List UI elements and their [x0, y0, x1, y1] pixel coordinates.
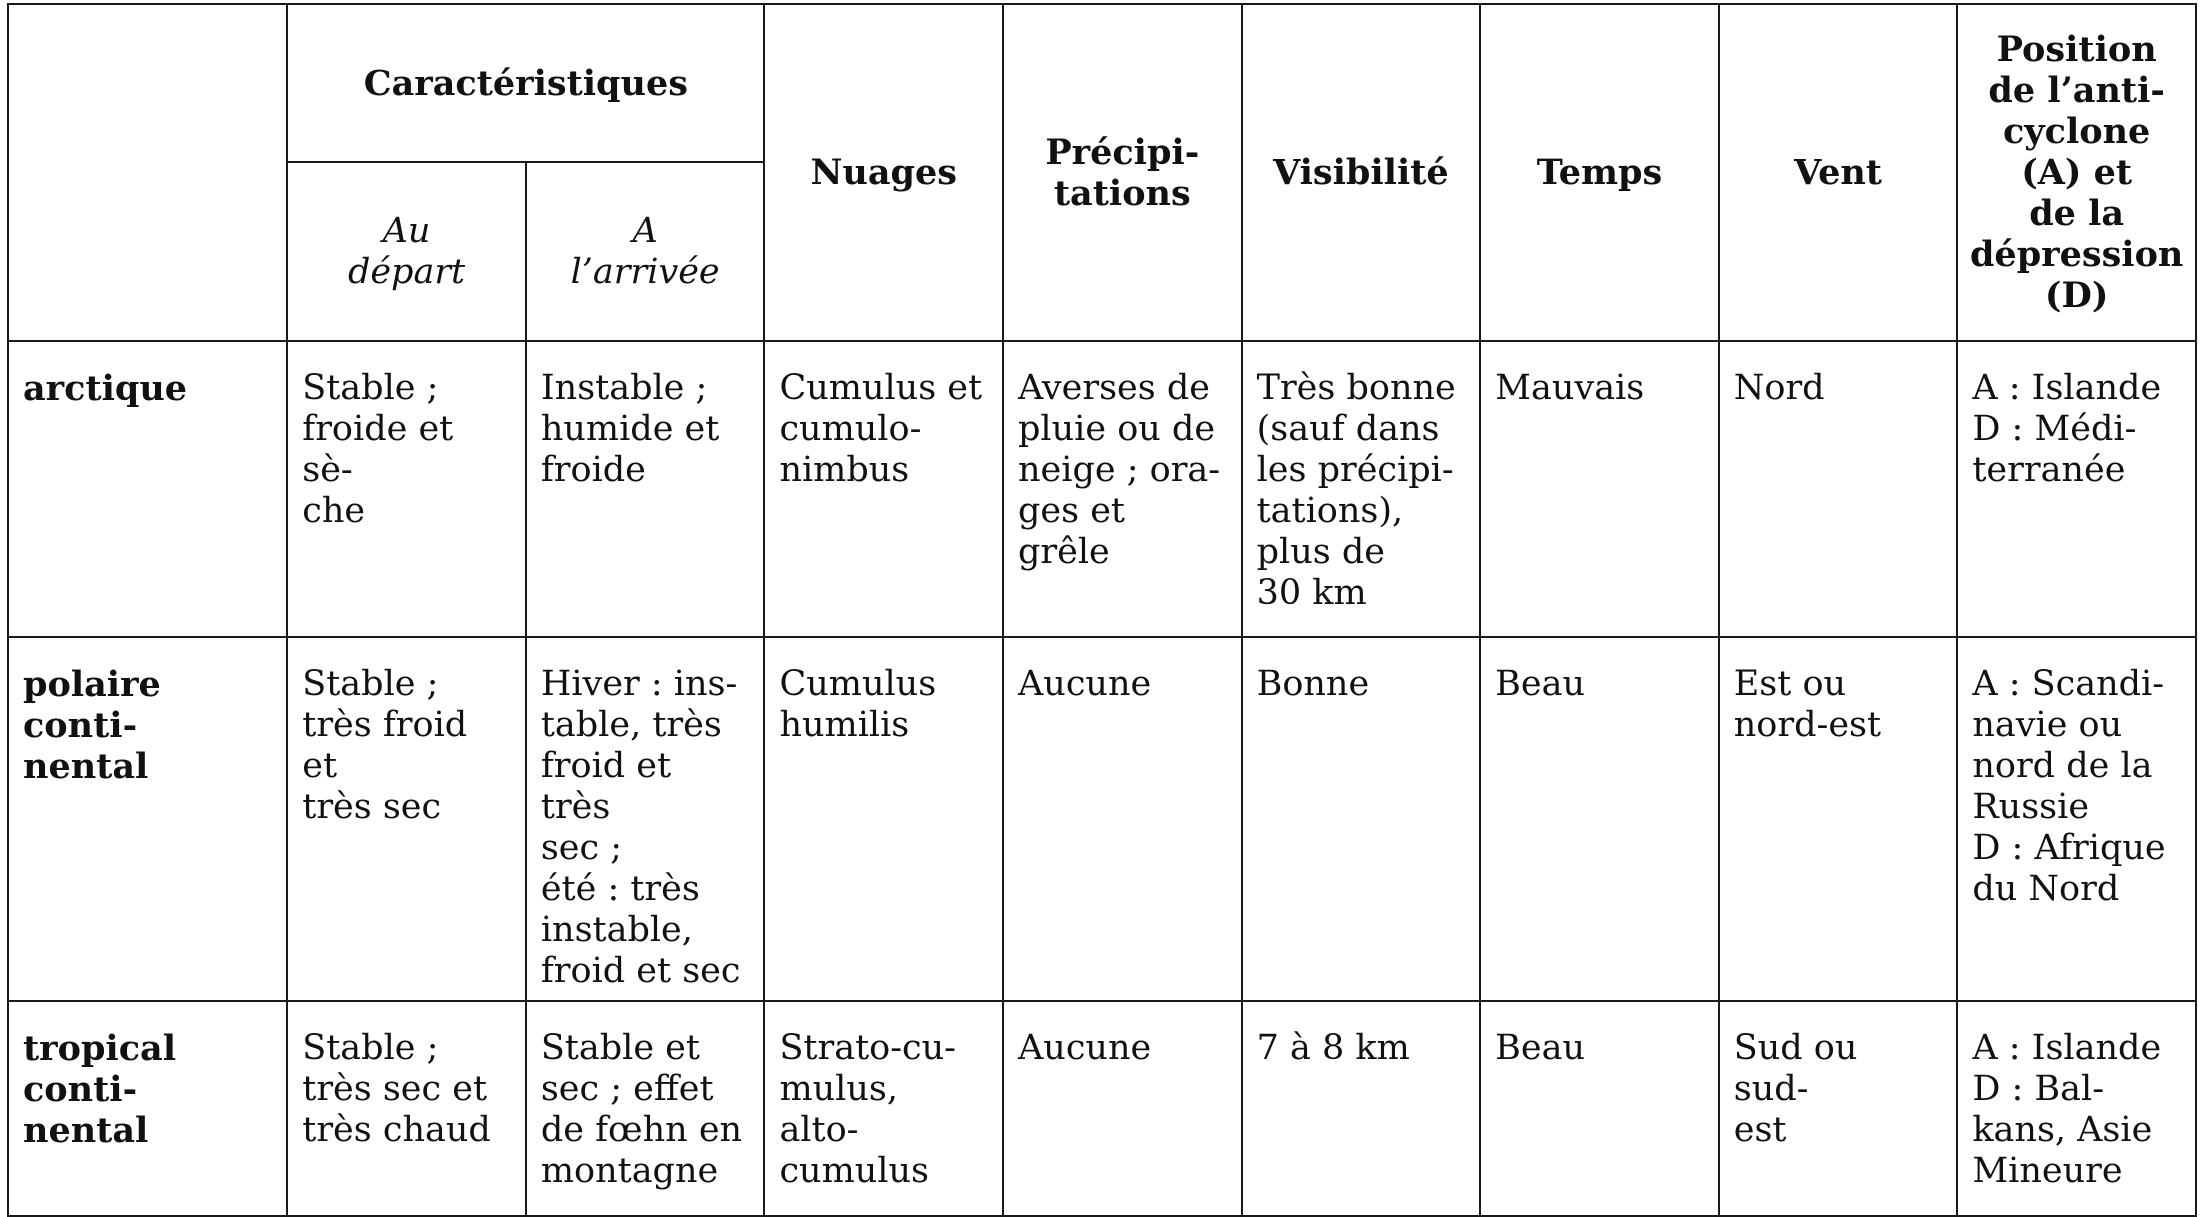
cell-precipitation: Averses de pluie ou de neige ; ora- ges et grêle [1003, 341, 1242, 637]
cell-visibility: Bonne [1242, 637, 1481, 1001]
row-label-tropical-continental: tropical conti- nental [8, 1001, 287, 1216]
cell-clouds: Cumulus et cumulo- nimbus [764, 341, 1003, 637]
header-clouds: Nuages [764, 4, 1003, 341]
cell-pressure-positions: A : Islande D : Médi- terranée [1957, 341, 2196, 637]
header-pressure-positions: Position de l’anti- cyclone (A) et de la dépression (D) [1957, 4, 2196, 341]
cell-wind: Nord [1719, 341, 1958, 637]
table-row-arctique [8, 341, 2196, 637]
cell-clouds: Cumulus humilis [764, 637, 1003, 1001]
header-row-top [8, 4, 2196, 162]
cell-weather: Mauvais [1480, 341, 1719, 637]
cell-precipitation: Aucune [1003, 637, 1242, 1001]
header-weather: Temps [1480, 4, 1719, 341]
cell-pressure-positions: A : Islande D : Bal- kans, Asie Mineure [1957, 1001, 2196, 1216]
cell-visibility: 7 à 8 km [1242, 1001, 1481, 1216]
header-visibility: Visibilité [1242, 4, 1481, 341]
cell-weather: Beau [1480, 637, 1719, 1001]
row-label-polaire-continental: polaire conti- nental [8, 637, 287, 1001]
cell-weather: Beau [1480, 1001, 1719, 1216]
cell-arrival: Stable et sec ; effet de fœhn en montagne [526, 1001, 765, 1216]
cell-clouds: Strato-cu- mulus, alto- cumulus [764, 1001, 1003, 1216]
table-row-polaire-continental [8, 637, 2196, 1001]
header-departure: Au départ [287, 162, 526, 341]
cell-visibility: Très bonne (sauf dans les précipi- tations), plus de 30 km [1242, 341, 1481, 637]
header-corner-cell [8, 4, 287, 341]
cell-arrival: Instable ; humide et froide [526, 341, 765, 637]
header-wind: Vent [1719, 4, 1958, 341]
cell-wind: Sud ou sud- est [1719, 1001, 1958, 1216]
table-row-tropical-continental [8, 1001, 2196, 1216]
cell-wind: Est ou nord-est [1719, 637, 1958, 1001]
header-characteristics: Caractéristiques [287, 4, 764, 162]
cell-pressure-positions: A : Scandi- navie ou nord de la Russie D : Afrique du Nord [1957, 637, 2196, 1001]
cell-departure: Stable ; très sec et très chaud [287, 1001, 526, 1216]
header-arrival: A l’arrivée [526, 162, 765, 341]
cell-precipitation: Aucune [1003, 1001, 1242, 1216]
row-label-arctique: arctique [8, 341, 287, 637]
header-precipitation: Précipi- tations [1003, 4, 1242, 341]
cell-departure: Stable ; très froid et très sec [287, 637, 526, 1001]
cell-departure: Stable ; froide et sè- che [287, 341, 526, 637]
cell-arrival: Hiver : ins- table, très froid et très sec ; été : très instable, froid et sec [526, 637, 765, 1001]
air-masses-table [7, 3, 2197, 1217]
